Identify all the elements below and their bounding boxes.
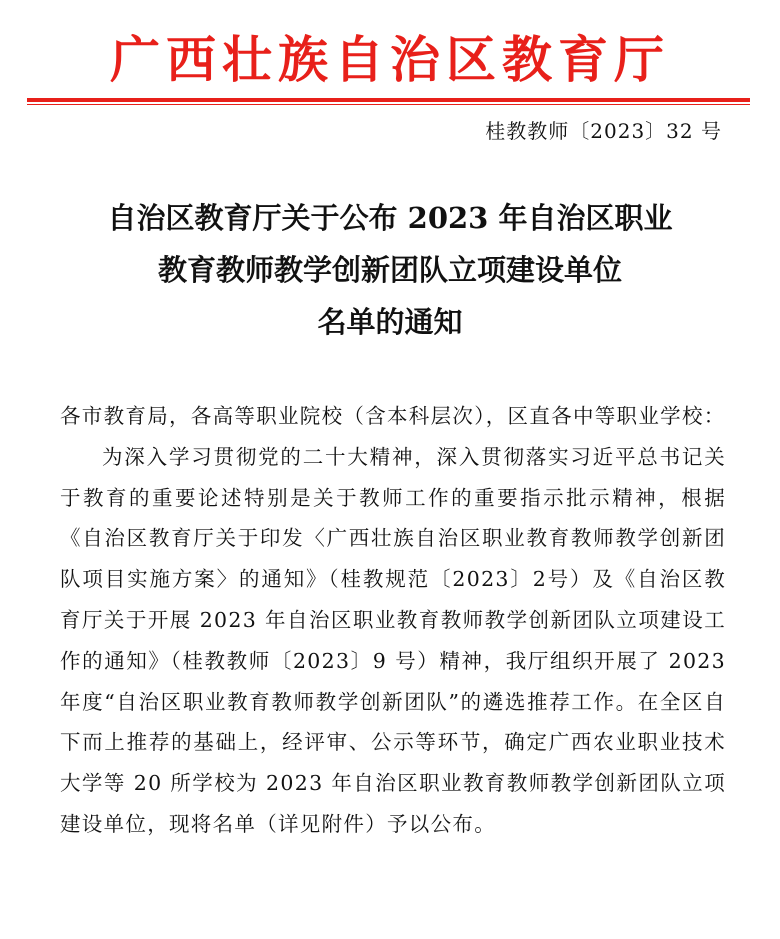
document-number: 桂教教师〔2023〕32 号: [485, 119, 722, 143]
document-title: [0, 192, 780, 348]
document-body: [60, 396, 726, 845]
body-paragraph: 为深入学习贯彻党的二十大精神，深入贯彻落实习近平总书记关于教育的重要论述特别是关于教师工作的重要指示批示精神，根据《自治区教育厅关于印发〈广西壮族自治区职业教育教师教学创新团队项目实施方案〉的通知》（桂教规范〔2023〕2号）及《自治区教育厅关于开展 2023 年自治区职业教育教师教学创新团队立项建设工作的通知》（桂教教师〔2023〕9 号）精神，我厅组织开展了 2023 年度“自治区职业教育教师教学创新团队”的遴选推荐工作。在全区自下而上推荐的基础上，经评审、公示等环节，确定广西农业职业技术大学等 20 所学校为 2023 年自治区职业教育教师教学创新团队立项建设单位，现将名单（详见附件）予以公布。: [60, 444, 726, 836]
red-rule-thin: [27, 104, 750, 105]
red-rule-thick: [27, 98, 750, 102]
title-line-2: 教育教师教学创新团队立项建设单位: [157, 253, 622, 287]
salutation: 各市教育局，各高等职业院校（含本科层次），区直各中等职业学校：: [60, 404, 726, 428]
issuer-header: 广西壮族自治区教育厅: [110, 30, 670, 89]
title-line-3: 名单的通知: [317, 305, 463, 339]
title-line-1: 自治区教育厅关于公布 2023 年自治区职业: [107, 201, 673, 235]
